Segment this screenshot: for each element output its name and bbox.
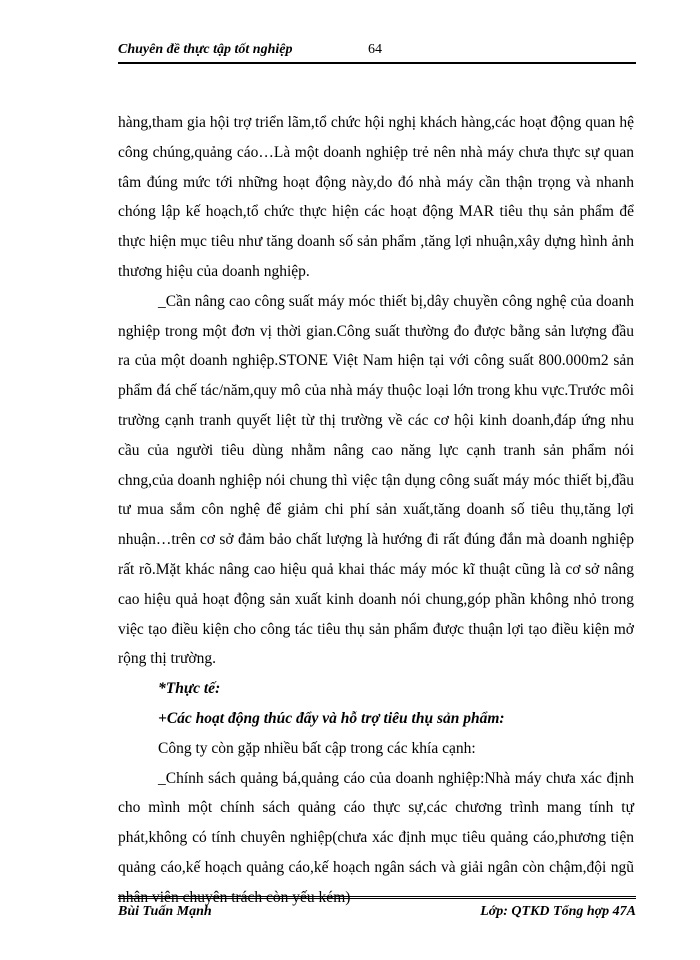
footer-author: Bùi Tuấn Mạnh bbox=[118, 904, 212, 919]
page-number: 64 bbox=[368, 42, 382, 57]
subsection-heading: +Các hoạt động thúc đẩy và hỗ trợ tiêu thụ sản phẩm: bbox=[158, 709, 505, 727]
paragraph-1: hàng,tham gia hội trợ triển lãm,tổ chức hội nghị khách hàng,các hoạt động quan hệ công chúng,quảng cáo…Là một doanh nghiệp trẻ nên nhà máy chưa thực sự quan tâm đúng mức tới những hoạt động này,do đó nhà máy cần thận trọng và nhanh chóng lập kế hoạch,tổ chức thực hiện các hoạt động MAR tiêu thụ sản phẩm để thực hiện mục tiêu như tăng doanh số sản phẩm ,tăng lợi nhuận,xây dựng hình ảnh thương hiệu của doanh nghiệp. bbox=[118, 114, 634, 280]
page-header bbox=[118, 38, 636, 64]
footer-divider bbox=[118, 896, 636, 899]
footer-class: Lớp: QTKD Tổng hợp 47A bbox=[480, 904, 636, 919]
section-heading-thuc-te: *Thực tế: bbox=[158, 680, 221, 698]
document-title: Chuyên đề thực tập tốt nghiệp bbox=[118, 42, 293, 57]
document-body bbox=[118, 108, 634, 913]
paragraph-4: _Chính sách quảng bá,quảng cáo của doanh nghiệp:Nhà máy chưa xác định cho mình một chính sách quảng cáo thực sự,các chương trình mang tính tự phát,không có tính chuyên nghiệp(chưa xác định mục tiêu quảng cáo,phương tiện quảng cáo,kế hoạch quảng cáo,kế hoạch ngân sách và giải ngân còn chậm,đội ngũ nhân viên chuyên trách còn yếu kém) bbox=[118, 769, 634, 906]
paragraph-3: Công ty còn gặp nhiều bất cập trong các khía cạnh: bbox=[158, 739, 476, 757]
paragraph-2: _Cần nâng cao công suất máy móc thiết bị,dây chuyền công nghệ của doanh nghiệp trong một đơn vị thời gian.Công suất thường đo được bằng sản lượng đầu ra của một doanh nghiệp.STONE Việt Nam hiện tại với công suất 800.000m2 sản phẩm đá chế tác/năm,quy mô của nhà máy thuộc loại lớn trong khu vực.Trước môi trường cạnh tranh quyết liệt từ thị trường về các cơ hội kinh doanh,đáp ứng nhu cầu của người tiêu dùng nhằm nâng cao năng lực cạnh tranh sản phẩm nói chng,của doanh nghiệp nói chung thì việc tận dụng công suất máy móc thiết bị,đầu tư mua sắm côn nghệ để giảm chi phí sản xuất,tăng doanh số tiêu thụ,tăng lợi nhuận…trên cơ sở đảm bảo chất lượng là hướng đi rất đúng đắn mà doanh nghiệp rất rõ.Mặt khác nâng cao hiệu quả khai thác máy móc kĩ thuật cũng là cơ sở nâng cao hiệu quả hoạt động sản xuất kinh doanh nói chung,góp phần không nhỏ trong việc tạo điều kiện cho công tác tiêu thụ sản phẩm được thuận lợi tạo điều kiện mở rộng thị trường. bbox=[118, 292, 634, 668]
